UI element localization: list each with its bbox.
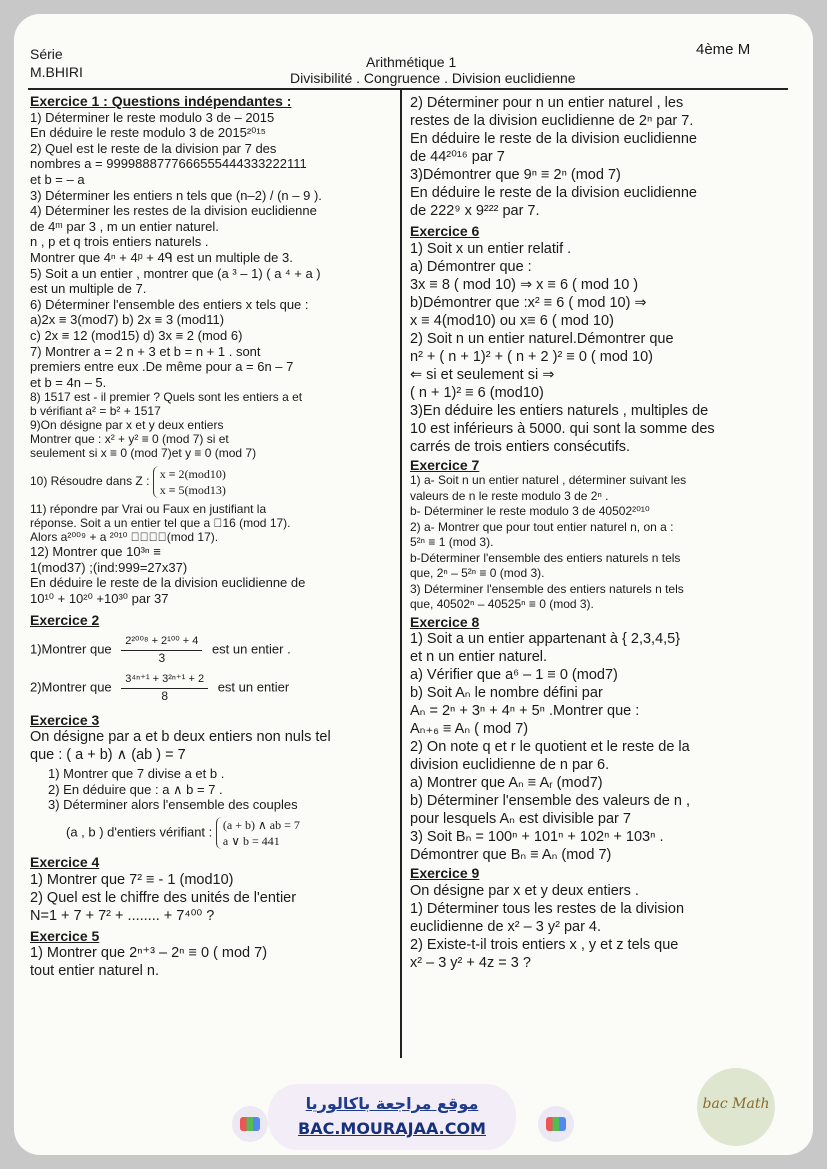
text-line: et n un entier naturel. (410, 649, 548, 666)
serie-label: Série (30, 46, 63, 62)
text-line: 3x ≡ 8 ( mod 10) ⇒ x ≡ 6 ( mod 10 ) (410, 276, 639, 293)
q10-label: 10) Résoudre dans Z : (30, 474, 150, 489)
exercise-7-body (410, 473, 792, 613)
text-line: 5) Soit a un entier , montrer que (a ³ – 1) ( a ⁴ + a ) (30, 265, 321, 281)
text-line: 5²ⁿ ≡ 1 (mod 3). (410, 535, 494, 550)
exercise-5-body (30, 944, 396, 980)
level-label: 4ème M (696, 41, 751, 58)
q10-system (153, 466, 226, 498)
text-line: 2) a- Montrer que pour tout entier naturel n, on a : (410, 519, 674, 534)
text-line: En déduire le reste de la division euclidienne (410, 185, 697, 201)
text-line: n² + ( n + 1)² + ( n + 2 )² ≡ 0 ( mod 10) (410, 348, 653, 365)
text-line: 1) a- Soit n un entier naturel , déterminer suivant les (410, 473, 687, 488)
ex2-q1-numerator: 2²⁰⁰⁸ + 2¹⁰⁰ + 4 (121, 634, 202, 651)
left-badge-icon (232, 1106, 268, 1142)
text-line: On désigne par x et y deux entiers . (410, 882, 639, 899)
exercise-1-q11 (30, 502, 396, 544)
q10-eq1: x ≡ 2(mod10) (159, 467, 226, 482)
header-rule (28, 88, 788, 90)
ex3-system (216, 817, 300, 849)
text-line: On désigne par a et b deux entiers non nuls tel (30, 729, 331, 746)
list-item: 1) Montrer que 7 divise a et b . (48, 766, 225, 782)
site-banner[interactable] (268, 1084, 516, 1150)
text-line: b vérifiant a² = b² + 1517 (30, 404, 161, 419)
text-line: 2) On note q et r le quotient et le reste de la (410, 739, 690, 756)
text-line: 7) Montrer a = 2 n + 3 et b = n + 1 . sont (30, 343, 261, 359)
ex2-q2-post: est un entier (217, 679, 290, 695)
text-line: Montrer que 4ⁿ + 4ᵖ + 4ᑫ est un multiple de 3. (30, 249, 293, 265)
text-line: En déduire le reste de la division euclidienne de (30, 575, 306, 591)
text-line: b-Déterminer l'ensemble des entiers naturels n tels (410, 550, 681, 565)
list-item: 2) En déduire que : a ∧ b = 7 . (48, 781, 223, 797)
ex2-q2-fraction (121, 672, 208, 704)
text-line: 8) 1517 est - il premier ? Quels sont les entiers a et (30, 390, 303, 405)
exercise-2-title: Exercice 2 (30, 611, 100, 628)
left-column (30, 92, 396, 980)
text-line: 6) Déterminer l'ensemble des entiers x tels que : (30, 296, 309, 312)
text-line: 11) répondre par Vrai ou Faux en justifiant la (30, 502, 267, 517)
text-line: x² – 3 y² + 4z = 3 ? (410, 954, 531, 971)
exercise-7-title: Exercice 7 (410, 456, 480, 473)
exercise-4-title: Exercice 4 (30, 854, 100, 870)
exercise-3-couples (30, 817, 396, 849)
ex3-eq1: (a + b) ∧ ab = 7 (222, 818, 300, 832)
exercise-8-body (410, 630, 792, 864)
exercise-3-body (30, 728, 396, 764)
text-line: 2) Soit n un entier naturel.Démontrer que (410, 330, 674, 347)
text-line: que, 40502ⁿ – 40525ⁿ ≡ 0 (mod 3). (410, 597, 594, 612)
text-line: de 4ᵐ par 3 , m un entier naturel. (30, 218, 219, 234)
right-column (410, 94, 792, 972)
text-line: 2) Déterminer pour n un entier naturel , les (410, 95, 684, 111)
exercise-3-title: Exercice 3 (30, 711, 100, 728)
exercise-1-q10 (30, 466, 396, 498)
text-line: de 44²⁰¹⁶ par 7 (410, 149, 505, 165)
text-line: seulement si x ≡ 0 (mod 7)et y ≡ 0 (mod 7) (30, 446, 257, 461)
ex2-q1-denominator: 3 (158, 650, 166, 665)
text-line: 12) Montrer que 10³ⁿ ≡ (30, 544, 161, 560)
text-line: 1) Déterminer tous les restes de la division (410, 900, 685, 917)
text-line: a)2x ≡ 3(mod7) b) 2x ≡ 3 (mod11) (30, 312, 225, 328)
text-line: que, 2ⁿ – 5²ⁿ ≡ 0 (mod 3). (410, 566, 545, 581)
text-line: Montrer que : x² + y² ≡ 0 (mod 7) si et (30, 432, 229, 447)
doc-subtitle: Divisibilité . Congruence . Division euclidienne (290, 70, 576, 86)
text-line: 3)Démontrer que 9ⁿ ≡ 2ⁿ (mod 7) (410, 167, 621, 183)
text-line: 9)On désigne par x et y deux entiers (30, 418, 224, 433)
ex2-q2-denominator: 8 (161, 689, 169, 704)
text-line: b- Déterminer le reste modulo 3 de 40502²⁰¹⁰ (410, 504, 650, 519)
exercise-1-small (30, 390, 396, 460)
text-line: Démontrer que Bₙ ≡ Aₙ (mod 7) (410, 847, 612, 864)
text-line: n , p et q trois entiers naturels . (30, 234, 209, 250)
column-divider (400, 88, 402, 1058)
ex2-q1-post: est un entier . (211, 641, 291, 657)
text-line: 1) Soit a un entier appartenant à { 2,3,4,5} (410, 631, 681, 648)
exercise-6-body (410, 240, 792, 456)
text-line: En déduire le reste de la division euclidienne (410, 131, 697, 147)
text-line: b)Démontrer que :x² ≡ 6 ( mod 10) ⇒ (410, 294, 647, 311)
right-badge-icon (538, 1106, 574, 1142)
text-line: a) Démontrer que : (410, 258, 532, 275)
exercise-6-title: Exercice 6 (410, 223, 480, 239)
text-line: 1) Soit x un entier relatif . (410, 240, 572, 257)
text-line: 3) Soit Bₙ = 100ⁿ + 101ⁿ + 102ⁿ + 103ⁿ . (410, 829, 664, 846)
text-line: et b = 4n – 5. (30, 374, 107, 390)
text-line: 3) Déterminer les entiers n tels que (n–2) / (n – 9 ). (30, 187, 322, 203)
site-url-link[interactable]: BAC.MOURAJAA.COM (298, 1119, 486, 1138)
text-line: de 222⁹ x 9²²² par 7. (410, 203, 540, 219)
text-line: a) Montrer que Aₙ ≡ Aᵣ (mod7) (410, 775, 603, 792)
exercise-5-title: Exercice 5 (30, 927, 100, 944)
text-line: pour lesquels Aₙ est divisible par 7 (410, 811, 631, 828)
text-line: Alors a²⁰⁰⁹ + a ²⁰¹⁰ ⃞⃞⃞⃞(mod 17). (30, 530, 219, 545)
text-line: b) Soit Aₙ le nombre défini par (410, 685, 603, 702)
text-line: En déduire le reste modulo 3 de 2015²⁰¹⁵ (30, 125, 267, 141)
ex2-q1-fraction (121, 634, 202, 666)
doc-title: Arithmétique 1 (366, 54, 457, 70)
site-name-arabic[interactable]: موقع مراجعة باكالوريا (305, 1094, 479, 1113)
text-line: Aₙ = 2ⁿ + 3ⁿ + 4ⁿ + 5ⁿ .Montrer que : (410, 703, 640, 720)
ex2-q1-pre: 1)Montrer que (30, 641, 112, 657)
text-line: b) Déterminer l'ensemble des valeurs de n , (410, 793, 691, 810)
list-item: 3) Déterminer alors l'ensemble des couples (48, 797, 298, 813)
text-line: réponse. Soit a un entier tel que a ⃞16 (mod 17). (30, 516, 291, 531)
text-line: 2) Quel est le chiffre des unités de l'entier (30, 889, 297, 906)
ex2-q2-numerator: 3⁴ⁿ⁺¹ + 3²ⁿ⁺¹ + 2 (121, 672, 208, 689)
text-line: x ≡ 4(mod10) ou x≡ 6 ( mod 10) (410, 312, 614, 329)
text-line: 10 est inférieurs à 5000. qui sont la somme des (410, 420, 715, 437)
ex3-eq2: a ∨ b = 441 (222, 834, 280, 848)
exercise-2-q2 (30, 672, 396, 704)
exercise-1-q12 (30, 544, 396, 606)
exercise-9-title: Exercice 9 (410, 865, 480, 882)
ex3-couples-label: (a , b ) d'entiers vérifiant : (66, 824, 213, 840)
text-line: 1(mod37) ;(ind:999=27x37) (30, 559, 188, 575)
exercise-1-body (30, 110, 396, 391)
text-line: valeurs de n le reste modulo 3 de 2ⁿ . (410, 488, 609, 503)
text-line: division euclidienne de n par 6. (410, 757, 610, 774)
text-line: euclidienne de x² – 3 y² par 4. (410, 918, 602, 935)
exercise-9-body (410, 882, 792, 972)
text-line: et b = – a (30, 171, 85, 187)
text-line: 3)En déduire les entiers naturels , multiples de (410, 402, 709, 419)
exercise-4-body (30, 871, 396, 925)
text-line: Aₙ₊₆ ≡ Aₙ ( mod 7) (410, 721, 529, 738)
text-line: 3) Déterminer l'ensemble des entiers naturels n tels (410, 581, 684, 596)
text-line: 2) Existe-t-il trois entiers x , y et z tels que (410, 936, 679, 953)
text-line: carrés de trois entiers consécutifs. (410, 438, 631, 455)
text-line: 1) Montrer que 2ⁿ⁺³ – 2ⁿ ≡ 0 ( mod 7) (30, 945, 268, 962)
author-label: M.BHIRI (30, 64, 83, 80)
text-line: tout entier naturel n. (30, 963, 159, 980)
text-line: a) Vérifier que a⁶ – 1 ≡ 0 (mod7) (410, 667, 618, 684)
exercise-1-title: Exercice 1 : Questions indépendantes : (30, 93, 292, 109)
q10-eq2: x ≡ 5(mod13) (159, 483, 226, 498)
exercise-3-items (30, 766, 396, 813)
document-page (14, 14, 813, 1155)
text-line: 1) Montrer que 7² ≡ - 1 (mod10) (30, 871, 234, 888)
text-line: 10¹⁰ + 10²⁰ +10³⁰ par 37 (30, 591, 169, 607)
exercise-2-q1 (30, 634, 396, 666)
text-line: ⇐ si et seulement si ⇒ (410, 366, 555, 383)
bac-math-logo (697, 1068, 775, 1146)
text-line: N=1 + 7 + 7² + ........ + 7⁴⁰⁰ ? (30, 907, 215, 924)
text-line: ( n + 1)² ≡ 6 (mod10) (410, 384, 544, 401)
text-line: 1) Déterminer le reste modulo 3 de – 2015 (30, 109, 275, 125)
text-line: restes de la division euclidienne de 2ⁿ par 7. (410, 113, 694, 129)
exercise-8-title: Exercice 8 (410, 613, 480, 630)
text-line: est un multiple de 7. (30, 281, 147, 297)
text-line: premiers entre eux .De même pour a = 6n – 7 (30, 359, 294, 375)
text-line: 2) Quel est le reste de la division par 7 des (30, 140, 277, 156)
ex2-q2-pre: 2)Montrer que (30, 679, 112, 695)
text-line: c) 2x ≡ 12 (mod15) d) 3x ≡ 2 (mod 6) (30, 327, 243, 343)
text-line: que : ( a + b) ∧ (ab ) = 7 (30, 747, 186, 764)
text-line: 4) Déterminer les restes de la division euclidienne (30, 203, 317, 219)
logo-text: bac Math (702, 1096, 770, 1112)
text-line: nombres a = 9999888777666555444333222111 (30, 156, 307, 172)
exercise-5-continued (410, 94, 792, 220)
